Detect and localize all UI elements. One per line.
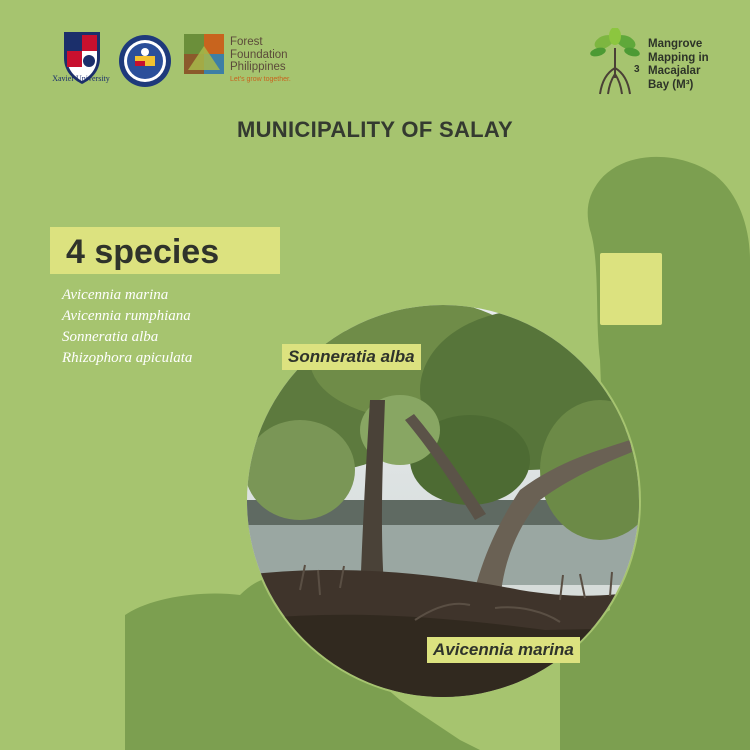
ffp-line1: Forest: [230, 36, 263, 48]
project-line4: Bay (M³): [648, 78, 694, 91]
ffp-line2: Foundation: [230, 48, 288, 61]
mangrove-tree-icon: [588, 28, 642, 98]
forest-foundation-tagline: Let's grow together.: [230, 76, 291, 83]
project-line2: Mapping in: [648, 51, 709, 64]
species-count: 4 species: [66, 233, 220, 271]
project-line1: Mangrove: [648, 38, 703, 50]
project-line3: Macajalar: [648, 65, 701, 77]
forest-foundation-name: [230, 36, 330, 74]
forest-foundation-logo-icon: [184, 34, 224, 74]
species-item: Sonneratia alba: [62, 329, 159, 345]
m3-superscript: 3: [634, 64, 640, 75]
species-item: Rhizophora apiculata: [62, 350, 193, 366]
photo-label-sonneratia: Sonneratia alba: [282, 344, 421, 370]
university-seal-icon: [118, 34, 172, 88]
yellow-accent-square: [600, 253, 662, 325]
ffp-line3: Philippines: [230, 61, 286, 73]
project-name: [648, 38, 748, 92]
page-title: MUNICIPALITY OF SALAY: [236, 117, 514, 142]
species-item: Avicennia marina: [62, 287, 169, 303]
xavier-university-label: Xavier University: [52, 74, 110, 83]
photo-label-avicennia: Avicennia marina: [427, 637, 580, 663]
species-item: Avicennia rumphiana: [62, 308, 191, 324]
